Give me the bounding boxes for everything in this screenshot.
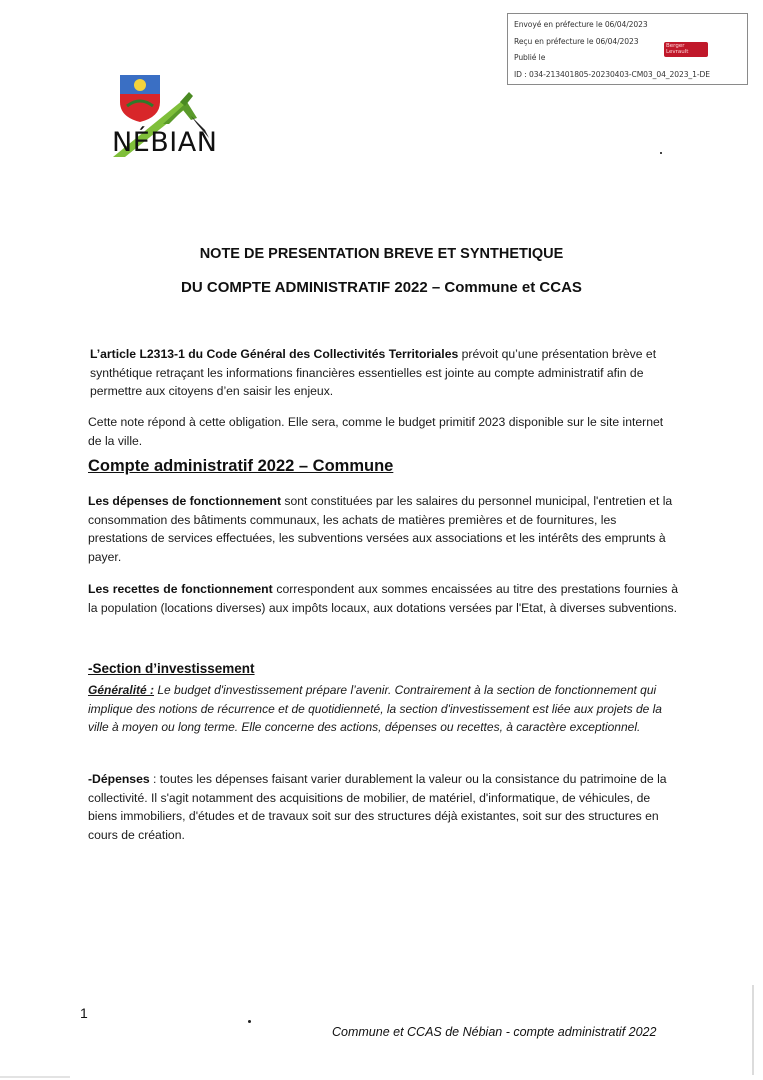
stamp-received: Reçu en préfecture le 06/04/2023 <box>514 36 639 46</box>
intro-paragraph <box>90 345 680 401</box>
investissement-depenses-paragraph <box>88 770 678 844</box>
prefecture-stamp <box>507 13 748 85</box>
stamp-sent: Envoyé en préfecture le 06/04/2023 <box>514 20 648 29</box>
generalite-label: Généralité : <box>88 683 155 697</box>
page-number: 1 <box>80 1005 88 1021</box>
berger-levrault-logo-icon: Berger Levrault <box>664 42 708 57</box>
invest-depenses-text: : toutes les dépenses faisant varier durablement la valeur ou la consistance du patrimoine de la collectivité. Il s'agit notamment des acquisitions de mobilier, de matériel, d'informatique, de véhicules, de biens immobiliers, d'études et de travaux soit sur des structures déjà existantes, soit sur des structures en cours de création. <box>88 772 667 842</box>
scan-speck <box>248 1020 251 1023</box>
nebian-logo-text: NÉBIAN <box>112 127 218 158</box>
scan-speck <box>660 152 662 154</box>
note-paragraph: Cette note répond à cette obligation. Elle sera, comme le budget primitif 2023 disponible sur le site internet de la ville. <box>88 415 664 448</box>
depenses-fonctionnement-paragraph <box>88 492 678 566</box>
intro-bold: L’article L2313-1 du Code Général des Collectivités Territoriales <box>90 347 459 361</box>
document-title-line2: DU COMPTE ADMINISTRATIF 2022 – Commune et CCAS <box>181 279 582 296</box>
scan-edge <box>0 1076 70 1078</box>
page-footer: Commune et CCAS de Nébian - compte administratif 2022 <box>332 1025 657 1039</box>
generalite-paragraph <box>88 681 678 737</box>
stamp-id: ID : 034-213401805-20230403-CM03_04_2023_1-DE <box>514 69 710 79</box>
recettes-bold: Les recettes de fonctionnement <box>88 582 273 596</box>
intro-text: prévoit qu’une présentation brève et synthétique retraçant les informations financières essentielles est jointe au compte administratif afin de permettre aux citoyens d’en saisir les enjeux. <box>90 347 657 398</box>
section-heading-investissement: -Section d’investissement <box>88 661 255 676</box>
depenses-text: sont constituées par les salaires du personnel municipal, l'entretien et la consommation des bâtiments communaux, les achats de matières premières et de fournitures, les prestations de services effectuées, les subventions versées aux associations et les intérêts des emprunts à payer. <box>88 494 673 564</box>
invest-depenses-bold: -Dépenses <box>88 772 150 786</box>
section-heading-commune: Compte administratif 2022 – Commune <box>88 457 394 475</box>
stamp-published: Publié le <box>514 53 546 62</box>
recettes-fonctionnement-paragraph <box>88 580 678 617</box>
generalite-text: Le budget d'investissement prépare l’avenir. Contrairement à la section de fonctionnement qui implique des notions de récurrence et de quotidienneté, la section d'investissement est liée aux projets de la ville à moyen ou long terme. Elle concerne des actions, dépenses ou recettes, à caractère exceptionnel. <box>88 683 662 734</box>
depenses-bold: Les dépenses de fonctionnement <box>88 494 282 508</box>
scan-edge <box>752 985 754 1075</box>
document-title-line1: NOTE DE PRESENTATION BREVE ET SYNTHETIQUE <box>199 246 564 262</box>
recettes-text: correspondent aux sommes encaissées au titre des prestations fournies à la population (locations diverses) aux impôts locaux, aux dotations versées par l'Etat, à diverses subventions. <box>88 582 678 615</box>
